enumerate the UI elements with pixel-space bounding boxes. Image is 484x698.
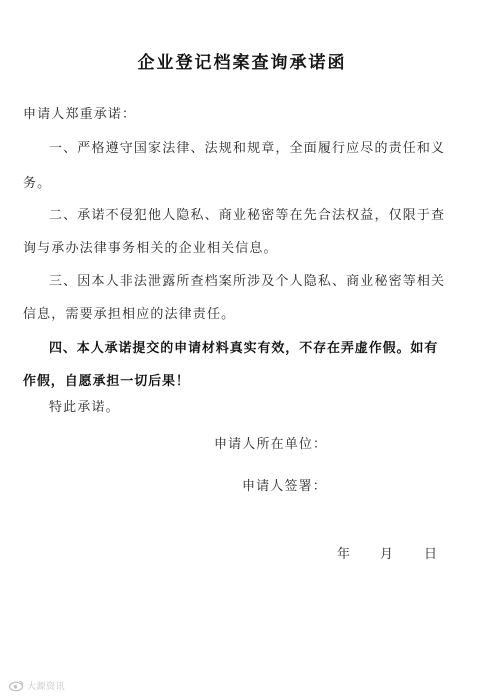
weibo-eye-icon [8,680,24,692]
closing-statement: 特此承诺。 [49,400,120,415]
date-year-label: 年 [337,547,352,562]
document-title: 企业登记档案查询承诺函 [137,53,347,73]
commitment-item-1-line-2: 务。 [23,176,52,191]
salutation: 申请人郑重承诺： [23,107,137,122]
applicant-unit-label: 申请人所在单位： [214,437,328,452]
commitment-item-4-line-1: 四、本人承诺提交的申请材料真实有效，不存在弄虚作假。如有 [49,341,439,356]
commitment-item-4-line-2: 作假，自愿承担一切后果！ [23,374,190,389]
commitment-item-2-line-2: 询与承办法律事务相关的企业相关信息。 [23,241,278,256]
applicant-signature-label: 申请人签署： [242,479,327,494]
commitment-item-3-line-2: 信息，需要承担相应的法律责任。 [23,307,236,322]
watermark [8,679,65,692]
date-month-label: 月 [380,547,395,562]
date-day-label: 日 [424,547,439,562]
commitment-item-1-line-1: 一、严格遵守国家法律、法规和规章，全面履行应尽的责任和义 [49,141,446,156]
watermark-text: 大源资讯 [27,682,66,692]
commitment-item-3-line-1: 三、因本人非法泄露所查档案所涉及个人隐私、商业秘密等相关 [49,274,446,289]
commitment-item-2-line-1: 二、承诺不侵犯他人隐私、商业秘密等在先合法权益，仅限于查 [49,208,446,223]
